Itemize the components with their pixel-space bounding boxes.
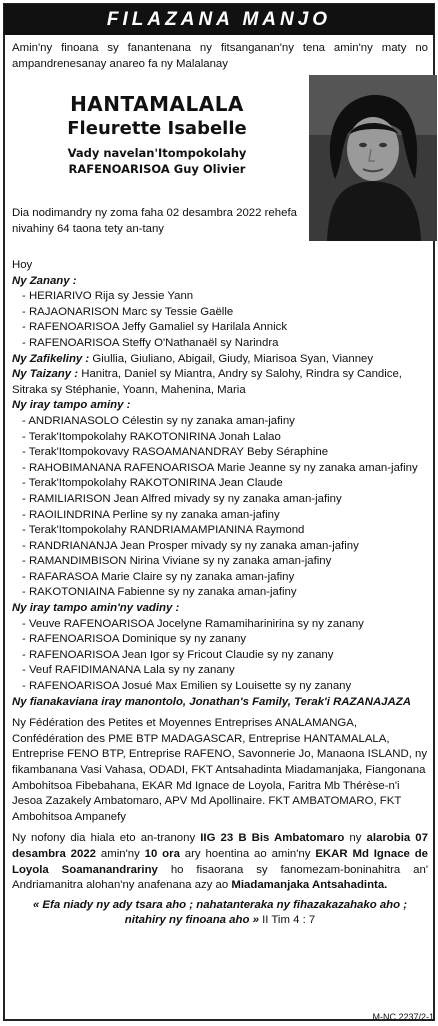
list-item: - Veuve RAFENOARISOA Jocelyne Ramamiharinirina sy ny zanany — [12, 617, 428, 633]
list-item: - Veuf RAFIDIMANANA Lala sy ny zanany — [12, 663, 428, 679]
notice-title: FILAZANA MANJO — [4, 4, 434, 35]
notice-content — [12, 41, 428, 72]
notice-reference: M-NC 2237/2-1 — [372, 1010, 434, 1026]
list-item: - RAFENOARISOA Dominique sy ny zanany — [12, 632, 428, 648]
intro-text: Amin'ny finoana sy fanantenana ny fitsanganan'ny tena amin'ny maty no ampandrenesanay anareo fa ny Malalanay — [12, 41, 428, 72]
iray-tampo-vadiny-list — [12, 617, 428, 695]
zanany-list — [12, 289, 428, 351]
zafikeliny-heading: Ny Zafikeliny : — [12, 353, 89, 365]
deceased-portrait — [309, 75, 437, 241]
quote-reference: II Tim 4 : 7 — [259, 914, 315, 926]
family-list — [12, 258, 428, 929]
zanany-heading: Ny Zanany : — [12, 274, 428, 290]
zafikeliny-text: Giullia, Giuliano, Abigail, Giudy, Miarisoa Syan, Vianney — [89, 353, 373, 365]
funeral-text-1: Ny nofony dia hiala eto an-tranony — [12, 832, 200, 844]
funeral-text-5: ho fisaorana sy fanomezam-boninahitra an' Andriamanitra alohan'ny anafenana azy ao — [12, 864, 428, 892]
iray-tampo-vadiny-heading: Ny iray tampo amin'ny vadiny : — [12, 601, 428, 617]
list-item: - Terak'Itompokovavy RASOAMANANDRAY Beby Séraphine — [12, 445, 428, 461]
deceased-firstnames: Fleurette Isabelle — [12, 117, 302, 141]
funeral-details — [12, 831, 428, 893]
list-item: - ANDRIANASOLO Célestin sy ny zanaka aman-jafiny — [12, 414, 428, 430]
list-item: - RAFENOARISOA Josué Max Emilien sy Louisette sy ny zanany — [12, 679, 428, 695]
organisations-text: Ny Fédération des Petites et Moyennes Entreprises ANALAMANGA, Confédération des PME BTP MADAGASCAR, Entreprise HANTAMALALA, Entreprise FENO BTP, Entreprise RAFENO, Savonnerie Jo, Manaona ISLAND, ny fikambanana Vasi Vahasa, ODADI, FKT Antsahadinta Miadamanjaka, Fiangonana Ambohitsoa Fibebahana, EKAR Md Ignace de Loyola, Faritra Mb Thérèse-n'i Jesoa Zazakely Ambatomaro, APV Md Apollinaire. FKT AMBATOMARO, FKT Ambohitsoa Ampanefy — [12, 716, 428, 825]
iray-tampo-aminy-list — [12, 414, 428, 601]
fianakaviana-line: Ny fianakaviana iray manontolo, Jonathan's Family, Terak'i RAZANAJAZA — [12, 695, 428, 711]
list-item: - RAFENOARISOA Jeffy Gamaliel sy Harilala Annick — [12, 320, 428, 336]
taizany-heading: Ny Taizany : — [12, 368, 78, 380]
funeral-text-3: amin'ny — [96, 848, 145, 860]
iray-tampo-aminy-heading: Ny iray tampo aminy : — [12, 398, 428, 414]
list-item: - RAHOBIMANANA RAFENOARISOA Marie Jeanne sy ny zanaka aman-jafiny — [12, 461, 428, 477]
list-item: - RAJAONARISON Marc sy Tessie Gaëlle — [12, 305, 428, 321]
deceased-surname: HANTAMALALA — [12, 91, 302, 117]
list-item: - RANDRIANANJA Jean Prosper mivady sy ny zanaka aman-jafiny — [12, 539, 428, 555]
hoy-label: Hoy — [12, 258, 428, 274]
list-item: - RAFARASOA Marie Claire sy ny zanaka aman-jafiny — [12, 570, 428, 586]
list-item: - HERIARIVO Rija sy Jessie Yann — [12, 289, 428, 305]
funeral-text-2: ny — [344, 832, 366, 844]
funeral-time: 10 ora — [145, 848, 180, 860]
burial-place: Miadamanjaka Antsahadinta. — [231, 879, 387, 891]
deceased-name-block — [12, 91, 302, 177]
spouse-name: RAFENOARISOA Guy Olivier — [12, 161, 302, 177]
list-item: - RAMANDIMBISON Nirina Viviane sy ny zanaka aman-jafiny — [12, 554, 428, 570]
funeral-address: IIG 23 B Bis Ambatomaro — [200, 832, 344, 844]
taizany-text: Hanitra, Daniel sy Miantra, Andry sy Salohy, Rindra sy Candice, Sitraka sy Stéphanie, Yoann, Mahenina, Maria — [12, 368, 402, 396]
portrait-image — [309, 75, 437, 241]
spouse-line: Vady navelan'Itompokolahy — [12, 145, 302, 161]
taizany-line — [12, 367, 428, 398]
quote-text: « Efa niady ny ady tsara aho ; nahatanteraka ny fihazakazahako aho ; nitahiry ny finoana aho » — [33, 899, 407, 927]
funeral-date: alarobia 07 desambra 2022 — [12, 832, 428, 860]
list-item: - RAFENOARISOA Jean Igor sy Fricout Claudie sy ny zanany — [12, 648, 428, 664]
zafikeliny-line — [12, 352, 428, 368]
list-item: - Terak'Itompokolahy RANDRIAMAMPIANINA Raymond — [12, 523, 428, 539]
list-item: - RAFENOARISOA Steffy O'Nathanaël sy Narindra — [12, 336, 428, 352]
death-notice: Dia nodimandry ny zoma faha 02 desambra 2022 rehefa nivahiny 64 taona tety an-tany — [12, 206, 297, 237]
scripture-quote — [12, 898, 428, 929]
list-item: - RAKOTONIAINA Fabienne sy ny zanaka aman-jafiny — [12, 585, 428, 601]
list-item: - RAOILINDRINA Perline sy ny zanaka aman-jafiny — [12, 508, 428, 524]
list-item: - RAMILIARISON Jean Alfred mivady sy ny zanaka aman-jafiny — [12, 492, 428, 508]
list-item: - Terak'Itompokolahy RAKOTONIRINA Jonah Lalao — [12, 430, 428, 446]
list-item: - Terak'Itompokolahy RAKOTONIRINA Jean Claude — [12, 476, 428, 492]
funeral-text-4: ary hoentina ao amin'ny — [180, 848, 315, 860]
funeral-church: EKAR Md Ignace de Loyola Soamanandrariny — [12, 848, 428, 876]
